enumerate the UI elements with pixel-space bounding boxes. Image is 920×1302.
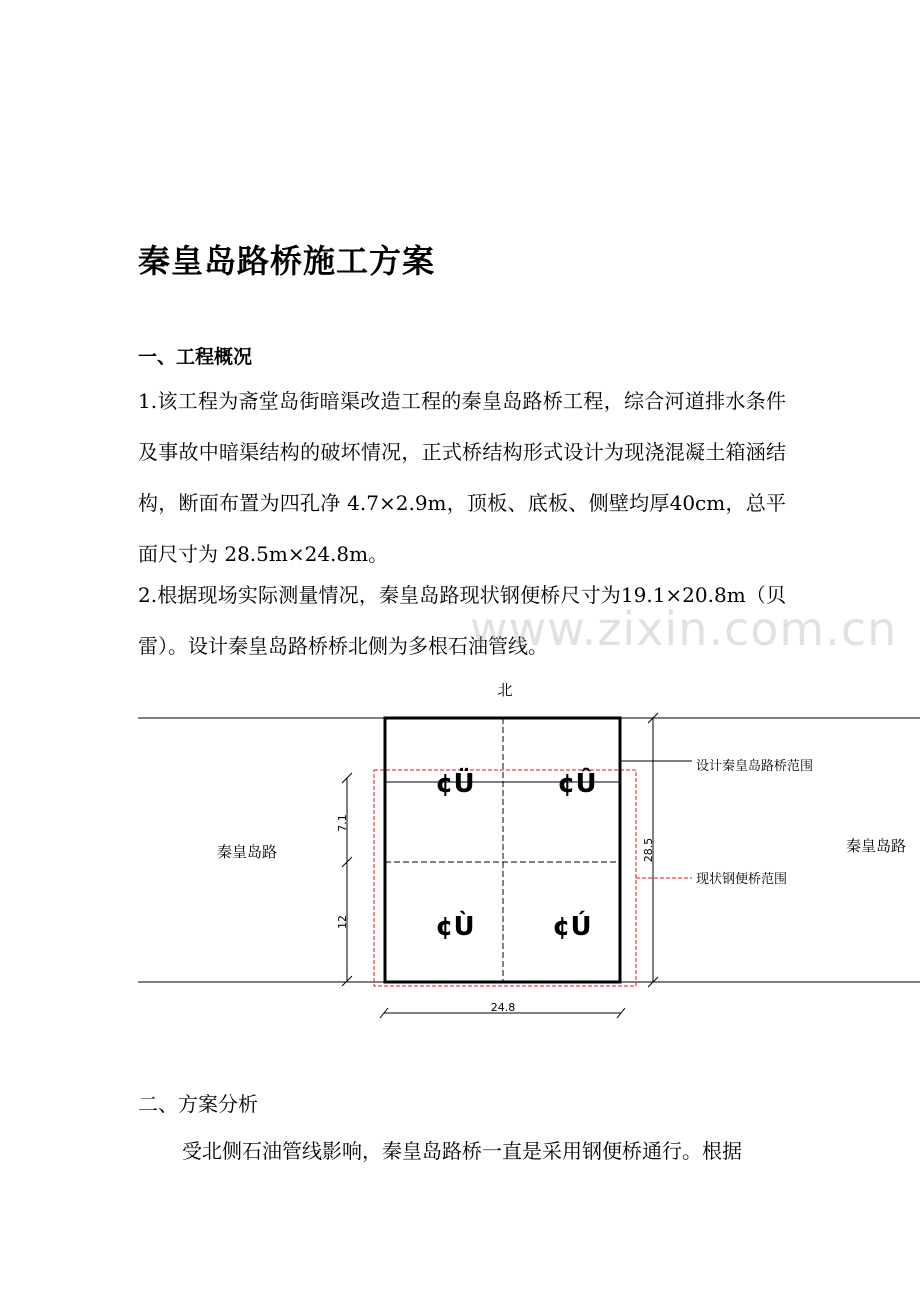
- existing-bridge-outline: [374, 770, 636, 986]
- legend-design-bridge: 设计秦皇岛路桥范围: [696, 759, 814, 774]
- overview-paragraph-1: 1.该工程为斋堂岛街暗渠改造工程的秦皇岛路桥工程，综合河道排水条件及事故中暗渠结构的破坏情况，正式桥结构形式设计为现浇混凝土箱涵结构，断面布置为四孔净 4.7×2.9m，顶板、底板、侧壁均厚40cm，总平面尺寸为 28.5m×24.8m。: [138, 389, 786, 566]
- legend-existing-bridge: 现状钢便桥范围: [696, 872, 788, 887]
- bridge-layout-diagram: [0, 670, 920, 1030]
- section-heading-overview: 一、工程概况: [138, 346, 253, 368]
- cell-label-1: ¢Ü: [435, 769, 475, 799]
- road-label-left: 秦皇岛路: [216, 843, 278, 861]
- watermark: www.zixin.com.cn: [470, 602, 898, 656]
- dimension-label-height: 28.5: [642, 837, 655, 863]
- overview-paragraph-2: 2.根据现场实际测量情况，秦皇岛路现状钢便桥尺寸为19.1×20.8m（贝雷）。设计秦皇岛路桥桥北侧为多根石油管线。: [138, 583, 786, 658]
- dimension-label-lower: 12: [336, 915, 349, 929]
- cell-label-4: ¢Ú: [552, 912, 592, 942]
- section-heading-analysis: 二、方案分析: [138, 1092, 258, 1116]
- analysis-paragraph: 受北侧石油管线影响，秦皇岛路桥一直是采用钢便桥通行。根据: [182, 1139, 742, 1163]
- dimension-label-width: 24.8: [490, 1001, 516, 1014]
- cell-label-3: ¢Ù: [435, 912, 475, 942]
- cell-label-2: ¢Û: [557, 769, 597, 799]
- road-label-right: 秦皇岛路: [845, 837, 907, 855]
- dimension-label-upper: 7.1: [336, 814, 349, 832]
- north-label: 北: [497, 681, 513, 699]
- document-title: 秦皇岛路桥施工方案: [138, 242, 436, 280]
